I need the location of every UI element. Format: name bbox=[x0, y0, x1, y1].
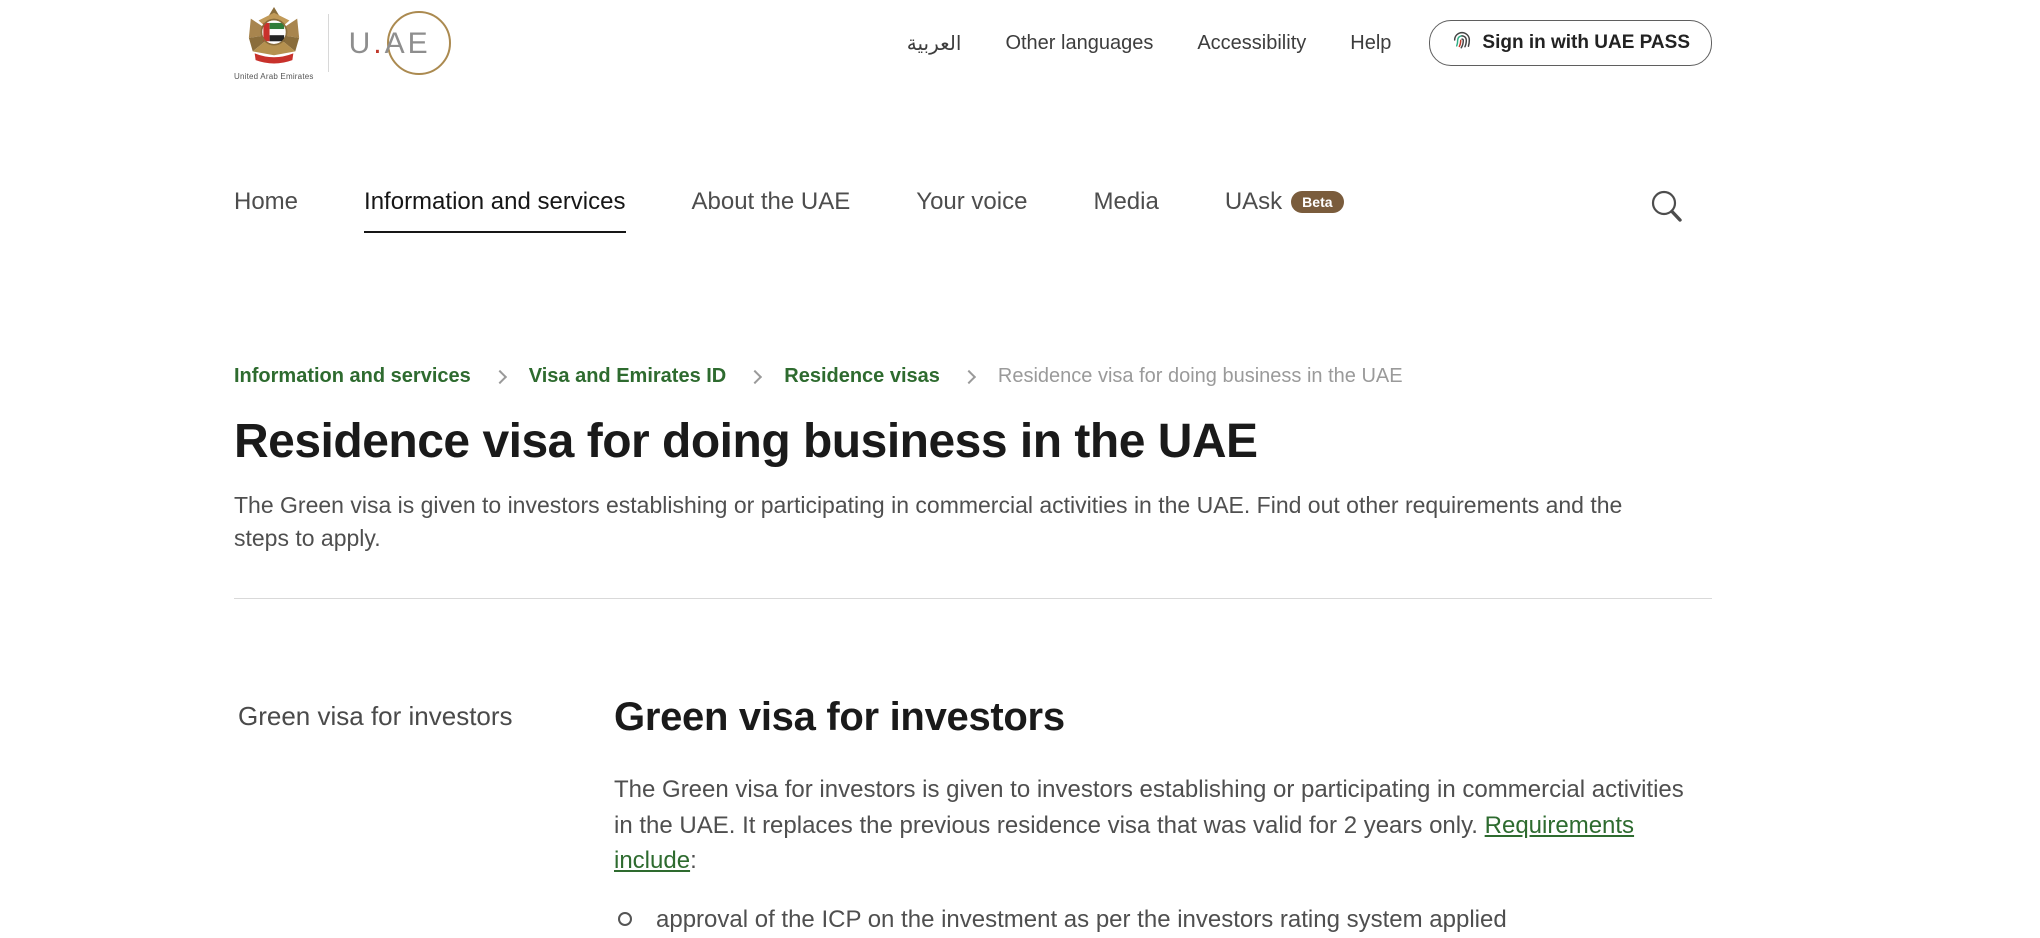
breadcrumb-information-and-services[interactable]: Information and services bbox=[234, 365, 471, 387]
uask-beta-badge: Beta bbox=[1291, 191, 1343, 214]
circle-bullet-icon bbox=[618, 912, 632, 926]
search-button[interactable] bbox=[1648, 188, 1684, 229]
nav-item-about-the-uae[interactable]: About the UAE bbox=[691, 188, 851, 215]
emblem-caption: United Arab Emirates bbox=[234, 72, 314, 81]
section-paragraph bbox=[614, 772, 1692, 879]
nav-item-media[interactable]: Media bbox=[1093, 188, 1159, 215]
list-item bbox=[614, 903, 1712, 938]
main-article bbox=[614, 695, 1712, 937]
section-heading: Green visa for investors bbox=[614, 695, 1065, 740]
section-divider bbox=[234, 598, 1712, 599]
logo-divider bbox=[328, 14, 329, 72]
help-link[interactable]: Help bbox=[1350, 31, 1392, 54]
nav-item-uask[interactable] bbox=[1225, 188, 1344, 231]
other-languages-link[interactable]: Other languages bbox=[1005, 31, 1154, 54]
wordmark-dot: . bbox=[373, 27, 385, 60]
chevron-right-icon bbox=[748, 369, 762, 383]
uae-pass-signin-label: Sign in with UAE PASS bbox=[1482, 32, 1690, 53]
in-page-sidebar bbox=[234, 695, 614, 937]
uae-wordmark bbox=[343, 10, 451, 76]
top-utility-links bbox=[907, 31, 1392, 56]
nav-item-home[interactable]: Home bbox=[234, 188, 299, 215]
top-bar bbox=[234, 0, 1712, 81]
chevron-right-icon bbox=[493, 369, 507, 383]
fingerprint-icon bbox=[1451, 29, 1473, 57]
sidebar-item-green-visa-for-investors[interactable]: Green visa for investors bbox=[238, 701, 513, 732]
search-icon bbox=[1648, 214, 1684, 229]
breadcrumb bbox=[234, 365, 1712, 388]
wordmark-ae: AE bbox=[384, 27, 431, 60]
breadcrumb-visa-and-emirates-id[interactable]: Visa and Emirates ID bbox=[528, 365, 727, 387]
language-arabic-link[interactable]: العربية bbox=[906, 32, 962, 55]
page-container bbox=[234, 0, 1712, 938]
paragraph-colon: : bbox=[690, 847, 697, 875]
page-title: Residence visa for doing business in the UAE bbox=[234, 415, 1258, 468]
breadcrumb-current-page: Residence visa for doing business in the UAE bbox=[997, 365, 1403, 387]
nav-item-your-voice[interactable]: Your voice bbox=[916, 188, 1028, 215]
requirements-include-link[interactable]: Requirements include bbox=[614, 811, 1635, 875]
breadcrumb-residence-visas[interactable]: Residence visas bbox=[784, 365, 940, 387]
uae-emblem bbox=[234, 5, 314, 81]
wordmark-text bbox=[349, 27, 431, 61]
uae-falcon-emblem-icon bbox=[245, 5, 303, 70]
content-area bbox=[234, 695, 1712, 937]
chevron-right-icon bbox=[962, 369, 976, 383]
uae-logo[interactable] bbox=[234, 5, 451, 81]
accessibility-link[interactable]: Accessibility bbox=[1197, 31, 1307, 54]
main-navigation bbox=[234, 188, 1712, 233]
uae-pass-signin-button[interactable] bbox=[1429, 20, 1712, 66]
uask-label: UAsk bbox=[1224, 188, 1283, 215]
nav-item-information-and-services[interactable]: Information and services bbox=[364, 188, 625, 233]
page-intro: The Green visa is given to investors establishing or participating in commercial activities in the UAE. Find out other requirements and the steps to apply. bbox=[234, 492, 1623, 551]
paragraph-text: The Green visa for investors is given to investors establishing or participating in commercial activities in the UAE. It replaces the previous residence visa that was valid for 2 years only. bbox=[614, 776, 1684, 839]
wordmark-u: U bbox=[348, 27, 374, 60]
list-item-text: approval of the ICP on the investment as per the investors rating system applied bbox=[656, 905, 1507, 933]
requirements-list bbox=[614, 903, 1712, 938]
